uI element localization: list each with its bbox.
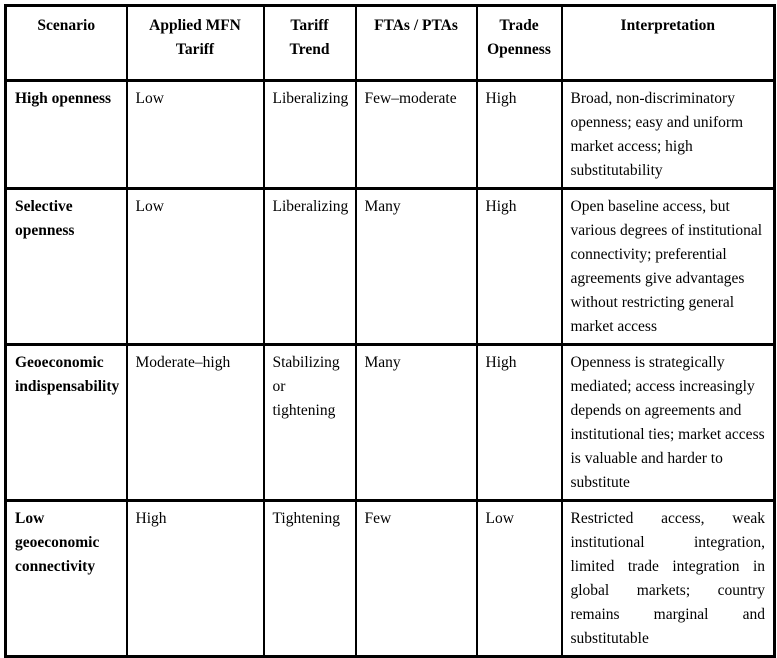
cell-applied-mfn-tariff: Moderate–high: [127, 345, 264, 501]
cell-ftas-ptas: Few–moderate: [356, 81, 477, 189]
header-cell-ftas-ptas: FTAs / PTAs: [356, 6, 477, 81]
table-row-geoeconomic-indispensability: [6, 345, 775, 501]
cell-interpretation: Broad, non-discriminatory openness; easy and uniform market access; high substitutability: [562, 81, 775, 189]
header-row: [6, 6, 775, 81]
cell-scenario: Low geoeconomic connectivity: [6, 501, 127, 657]
cell-trade-openness: High: [477, 345, 562, 501]
cell-applied-mfn-tariff: Low: [127, 81, 264, 189]
cell-tariff-trend: Tightening: [264, 501, 356, 657]
cell-applied-mfn-tariff: High: [127, 501, 264, 657]
cell-interpretation: Open baseline access, but various degrees of institutional connectivity; preferential agreements give advantages without restricting general market access: [562, 189, 775, 345]
header-cell-tariff-trend: Tariff Trend: [264, 6, 356, 81]
trade-scenario-table: [4, 4, 776, 658]
cell-tariff-trend: Liberalizing: [264, 189, 356, 345]
cell-tariff-trend: Stabilizing or tightening: [264, 345, 356, 501]
cell-ftas-ptas: Many: [356, 345, 477, 501]
table-row-low-geoeconomic-connectivity: [6, 501, 775, 657]
cell-trade-openness: Low: [477, 501, 562, 657]
cell-tariff-trend: Liberalizing: [264, 81, 356, 189]
cell-trade-openness: High: [477, 81, 562, 189]
cell-ftas-ptas: Many: [356, 189, 477, 345]
header-cell-scenario: Scenario: [6, 6, 127, 81]
table-row-selective-openness: [6, 189, 775, 345]
cell-interpretation: Restricted access, weak institutional integration, limited trade integration in global markets; country remains marginal and substitutable: [562, 501, 775, 657]
cell-interpretation: Openness is strategically mediated; access increasingly depends on agreements and institutional ties; market access is valuable and harder to substitute: [562, 345, 775, 501]
cell-trade-openness: High: [477, 189, 562, 345]
header-cell-applied-mfn-tariff: Applied MFN Tariff: [127, 6, 264, 81]
cell-scenario: Selective openness: [6, 189, 127, 345]
table-row-high-openness: [6, 81, 775, 189]
cell-applied-mfn-tariff: Low: [127, 189, 264, 345]
cell-scenario: High openness: [6, 81, 127, 189]
header-cell-trade-openness: Trade Openness: [477, 6, 562, 81]
header-cell-interpretation: Interpretation: [562, 6, 775, 81]
cell-scenario: Geoeconomic indispensability: [6, 345, 127, 501]
cell-ftas-ptas: Few: [356, 501, 477, 657]
